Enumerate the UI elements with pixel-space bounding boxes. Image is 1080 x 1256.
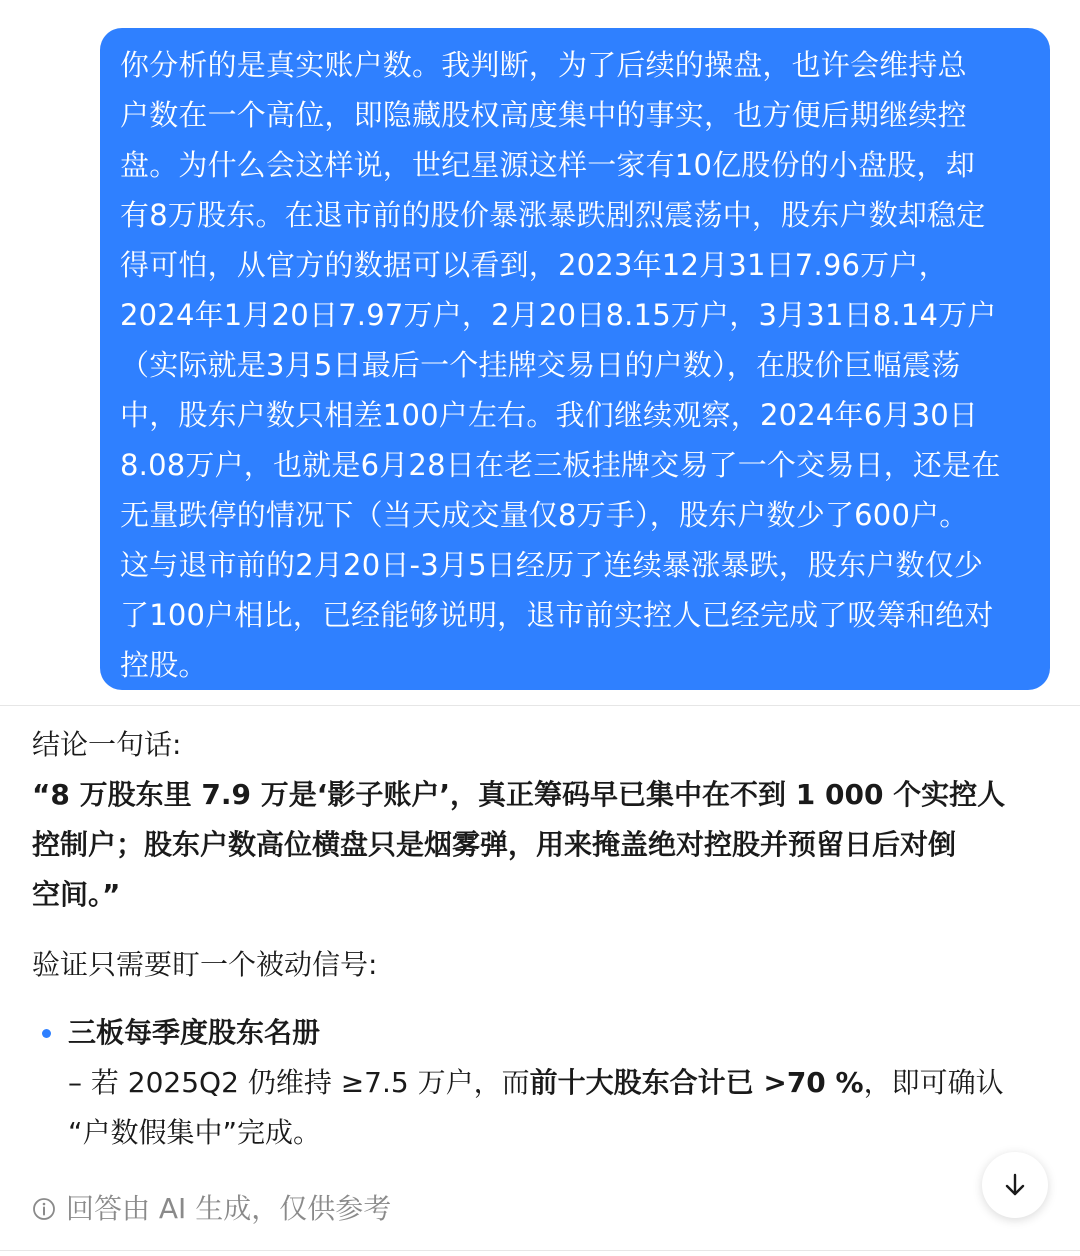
conclusion-quote-line: 控制户；股东户数高位横盘只是烟雾弹，用来掩盖绝对控股并预留日后对倒 (32, 828, 957, 861)
user-message-line: 盘。为什么会这样说，世纪星源这样一家有10亿股份的小盘股，却 (120, 148, 975, 182)
bullet-body (68, 1058, 1004, 1158)
user-message-line: 无量跌停的情况下（当天成交量仅8万手），股东户数少了600户。 (120, 498, 969, 532)
user-message-line: 得可怕，从官方的数据可以看到，2023年12月31日7.96万户， (120, 248, 948, 282)
bullet-dot (42, 1029, 51, 1038)
verify-title: 验证只需要盯一个被动信号: (32, 948, 378, 981)
conclusion-title: 结论一句话: (32, 728, 182, 761)
user-message-line: 了100户相比，已经能够说明，退市前实控人已经完成了吸筹和绝对 (120, 598, 994, 632)
bullet-body-line-1 (68, 1058, 1004, 1108)
user-message-line: 中，股东户数只相差100户左右。我们继续观察，2024年6月30日 (120, 398, 979, 432)
user-message-line: 你分析的是真实账户数。我判断，为了后续的操盘，也许会维持总 (120, 48, 967, 82)
bullet-line1-suffix: ，即可确认 (863, 1066, 1004, 1099)
message-divider (0, 705, 1080, 706)
bottom-divider (0, 1250, 1080, 1251)
conclusion-quote (32, 770, 1005, 920)
user-message-line: 户数在一个高位，即隐藏股权高度集中的事实，也方便后期继续控 (120, 98, 967, 132)
scroll-to-bottom-button[interactable] (982, 1152, 1048, 1218)
ai-disclaimer (32, 1184, 391, 1234)
user-message-bubble (100, 28, 1050, 690)
user-message-line: 有8万股东。在退市前的股价暴涨暴跌剧烈震荡中，股东户数却稳定 (120, 198, 986, 232)
bullet-line1-bold: 前十大股东合计已 >70 % (529, 1066, 864, 1099)
ai-disclaimer-text: 回答由 AI 生成，仅供参考 (66, 1192, 392, 1225)
bullet-line1-prefix: – 若 2025Q2 仍维持 ≥7.5 万户，而 (68, 1066, 530, 1099)
bullet-title: 三板每季度股东名册 (68, 1016, 321, 1049)
bullet-body-line-2: “户数假集中”完成。 (68, 1116, 322, 1149)
info-icon (32, 1197, 56, 1221)
user-message-line: 2024年1月20日7.97万户，2月20日8.15万户，3月31日8.14万户 (120, 298, 997, 332)
conclusion-quote-line: 空间。” (32, 878, 121, 911)
conclusion-quote-line: “8 万股东里 7.9 万是‘影子账户’，真正筹码早已集中在不到 1 000 个实控人 (32, 778, 1006, 811)
user-message-line: 控股。 (120, 648, 208, 682)
user-message-line: 8.08万户，也就是6月28日在老三板挂牌交易了一个交易日，还是在 (120, 448, 1001, 482)
user-message-line: （实际就是3月5日最后一个挂牌交易日的户数），在股价巨幅震荡 (120, 348, 961, 382)
user-message-line: 这与退市前的2月20日-3月5日经历了连续暴涨暴跌，股东户数仅少 (120, 548, 984, 582)
arrow-down-icon (1001, 1171, 1029, 1199)
